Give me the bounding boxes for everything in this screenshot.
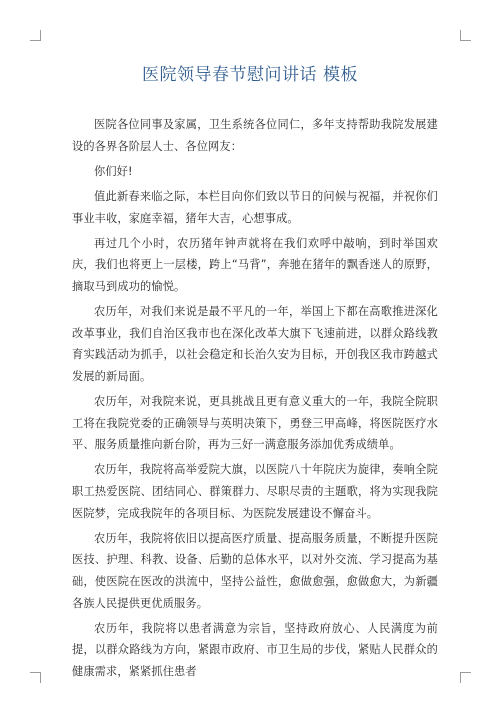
body-paragraph: 农历年，对我院来说，更具挑战且更有意义重大的一年，我院全院职工将在我院党委的正确领导与英明决策下，勇登三甲高峰，将医院医疗水平、服务质量推向新台阶，再为三好一满意服务添加优秀成绩单。 — [72, 395, 438, 452]
body-paragraph: 再过几个小时，农历猪年钟声就将在我们欢呼中敲响，到时举国欢庆，我们也将更上一层楼，跨上“马背”，奔驰在猪年的飘香迷人的原野，摘取马到成功的愉悦。 — [72, 236, 438, 293]
crop-mark-bottom-left — [30, 672, 41, 683]
salutation-paragraph: 医院各位同事及家属，卫生系统各位同仁，多年支持帮助我院发展建设的各界各阶层人士、各位网友： — [72, 118, 438, 153]
body-paragraph: 农历年，对我们来说是最不平凡的一年，举国上下都在高歌推进深化改革事业，我们自治区我市也在深化改革大旗下飞速前进，以群众路线教育实践活动为抓手，以社会稳定和长治久安为目标，开创我区我市跨越式发展的新局面。 — [72, 305, 438, 383]
document-title: 医院领导春节慰问讲话 模板 — [142, 65, 358, 85]
document-body — [72, 114, 438, 686]
body-paragraph: 农历年，我院将依旧以提高医疗质量、提高服务质量，不断提升医院医技、护理、科教、设备、后勤的总体水平，以对外交流、学习提高为基础，使医院在医改的洪流中，坚持公益性，愈做愈强，愈做愈大，为新疆各族人民提供更优质服务。 — [72, 531, 438, 610]
crop-mark-top-right — [460, 30, 471, 41]
greeting-paragraph: 你们好! — [94, 164, 133, 178]
body-paragraph: 农历年，我院将高举爱院大旗，以医院八十年院庆为旋律，奏响全院职工热爱医院、团结同心、群策群力、尽职尽责的主题歌，将为实现我院医院梦，完成我院年的各项目标、为医院发展建设不懈奋斗。 — [72, 463, 438, 520]
body-paragraph: 值此新春来临之际，本栏目向你们致以节日的问候与祝福，并祝你们事业丰收，家庭幸福，猪年大吉，心想事成。 — [72, 189, 438, 225]
crop-mark-bottom-right — [460, 672, 471, 683]
crop-mark-top-left — [30, 30, 41, 41]
body-paragraph: 农历年，我院将以患者满意为宗旨，坚持政府放心、人民满度为前提，以群众路线为方向，紧跟市政府、市卫生局的步伐，紧贴人民群众的健康需求，紧紧抓住患者 — [72, 621, 438, 678]
